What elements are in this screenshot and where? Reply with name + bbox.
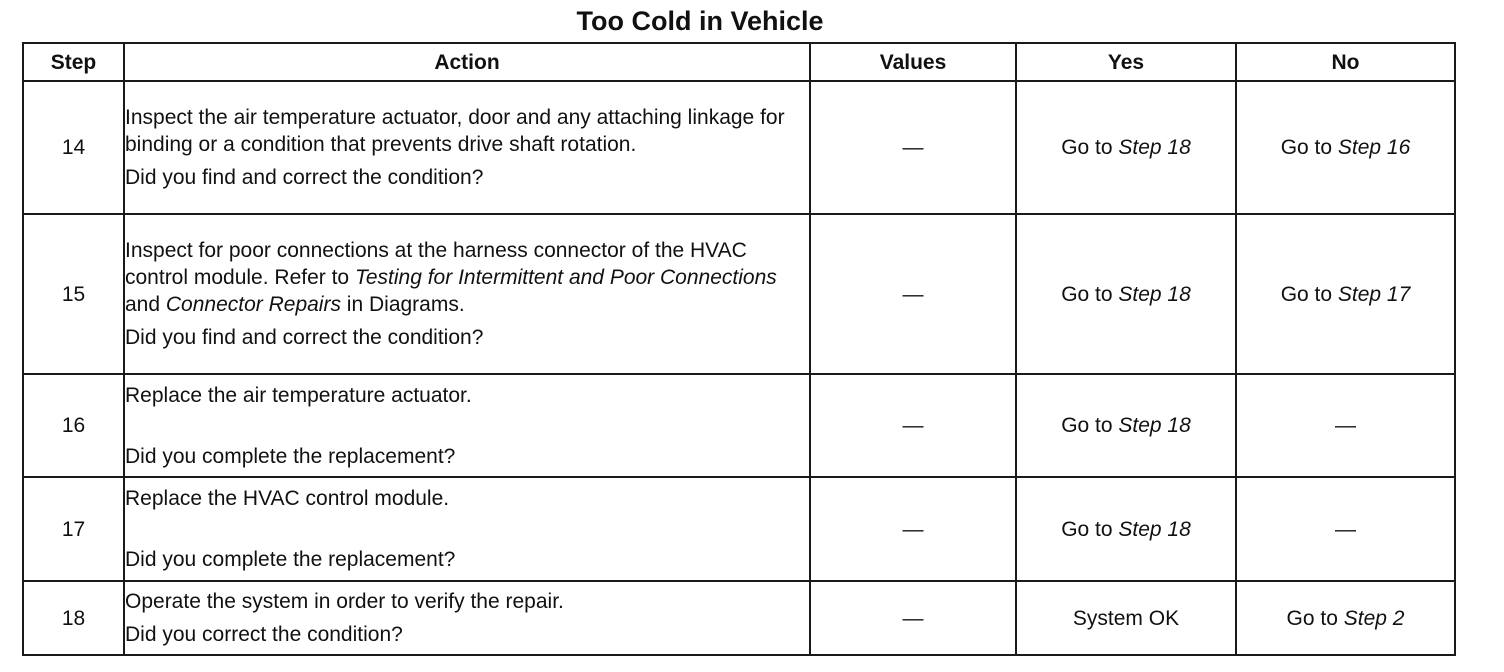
action-reference: Testing for Intermittent and Poor Connections — [354, 266, 777, 289]
no-prefix: Go to — [1280, 282, 1338, 306]
yes-step-ref: Step 18 — [1118, 517, 1191, 541]
step-number: 18 — [23, 581, 124, 655]
action-text: Inspect the air temperature actuator, door and any attaching linkage for binding or a condition that prevents drive shaft rotation. — [125, 106, 785, 156]
diagnostic-table — [22, 42, 1456, 656]
step-number: 14 — [23, 81, 124, 214]
table-row — [23, 81, 1455, 214]
values-cell: — — [810, 477, 1016, 581]
header-yes: Yes — [1016, 43, 1236, 81]
yes-prefix: Go to — [1061, 282, 1119, 306]
no-prefix: Go to — [1286, 606, 1344, 630]
action-text-part: and — [125, 293, 166, 316]
header-step: Step — [23, 43, 124, 81]
yes-cell — [1016, 374, 1236, 477]
values-cell: — — [810, 81, 1016, 214]
yes-step-ref: Step 18 — [1118, 136, 1191, 159]
action-question: Did you correct the condition? — [125, 623, 403, 646]
action-text — [125, 237, 809, 318]
yes-cell: System OK — [1016, 581, 1236, 655]
action-text-part: in Diagrams. — [340, 293, 465, 316]
no-cell — [1236, 214, 1455, 374]
no-step-ref: Step 2 — [1343, 606, 1405, 630]
page-title: Too Cold in Vehicle — [576, 6, 824, 36]
table-row — [23, 581, 1455, 655]
no-cell — [1236, 581, 1455, 655]
action-cell — [124, 214, 810, 374]
action-question: Did you complete the replacement? — [125, 548, 456, 571]
header-row — [23, 43, 1455, 81]
values-cell: — — [810, 581, 1016, 655]
yes-cell — [1016, 81, 1236, 214]
yes-prefix: Go to — [1061, 136, 1119, 159]
action-question: Did you find and correct the condition? — [125, 166, 484, 189]
table-row — [23, 477, 1455, 581]
action-cell — [124, 477, 810, 581]
no-prefix: Go to — [1280, 136, 1338, 159]
no-cell — [1236, 81, 1455, 214]
action-cell — [124, 374, 810, 477]
action-question: Did you find and correct the condition? — [125, 326, 484, 349]
action-reference: Connector Repairs — [165, 293, 341, 316]
no-cell: — — [1236, 374, 1455, 477]
yes-step-ref: Step 18 — [1118, 414, 1191, 437]
header-action: Action — [124, 43, 810, 81]
step-number: 16 — [23, 374, 124, 477]
yes-cell — [1016, 477, 1236, 581]
header-no: No — [1236, 43, 1455, 81]
yes-step-ref: Step 18 — [1118, 282, 1191, 306]
action-text: Operate the system in order to verify the repair. — [125, 590, 564, 613]
no-step-ref: Step 17 — [1337, 282, 1411, 306]
no-cell: — — [1236, 477, 1455, 581]
values-cell: — — [810, 374, 1016, 477]
table-row — [23, 374, 1455, 477]
action-cell — [124, 581, 810, 655]
table-row — [23, 214, 1455, 374]
yes-cell — [1016, 214, 1236, 374]
yes-prefix: Go to — [1061, 517, 1119, 541]
step-number: 17 — [23, 477, 124, 581]
values-cell: — — [810, 214, 1016, 374]
yes-prefix: Go to — [1061, 414, 1119, 437]
no-step-ref: Step 16 — [1337, 136, 1411, 159]
step-number: 15 — [23, 214, 124, 374]
action-text: Replace the HVAC control module. — [125, 487, 450, 510]
action-text-part: Inspect for poor connections at the harness connector of the HVAC control module. Refer to — [125, 239, 747, 289]
action-cell — [124, 81, 810, 214]
action-text: Replace the air temperature actuator. — [125, 383, 472, 407]
action-question: Did you complete the replacement? — [125, 444, 456, 468]
header-values: Values — [810, 43, 1016, 81]
